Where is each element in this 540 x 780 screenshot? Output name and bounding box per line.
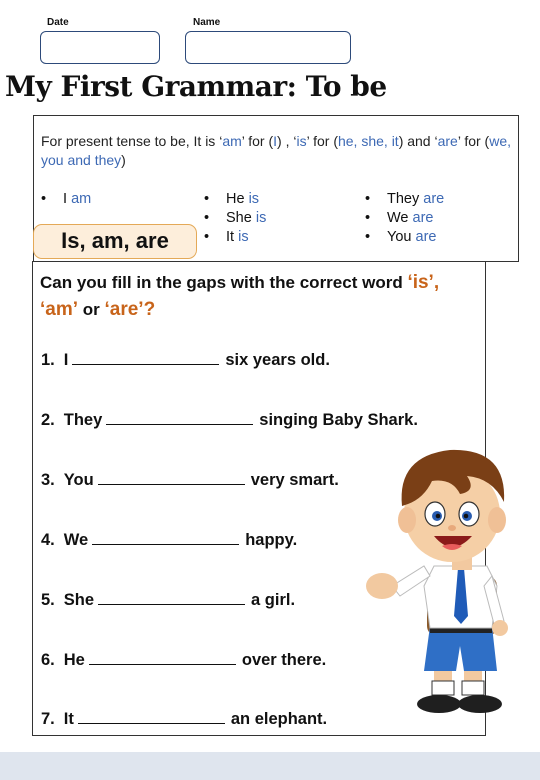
answer-blank[interactable] — [98, 590, 245, 605]
intro-segment: ) — [121, 152, 126, 168]
conjugation-item — [204, 209, 266, 228]
exercise-item — [41, 650, 326, 670]
bullet-icon: • — [365, 191, 371, 207]
question-or: or — [78, 300, 105, 319]
question-start: Can you fill in the gaps with the correct word — [40, 273, 408, 292]
item-rest: happy. — [245, 531, 298, 549]
item-subject: She — [63, 591, 95, 609]
bullet-icon: • — [365, 229, 371, 245]
bullet-icon: • — [41, 191, 47, 207]
item-subject: They — [63, 411, 103, 429]
bullet-icon: • — [204, 229, 210, 245]
bullet-icon: • — [204, 210, 210, 226]
verb: am — [71, 191, 92, 207]
bullet-icon: • — [204, 191, 210, 207]
verb: are — [415, 229, 437, 245]
item-subject: We — [63, 531, 89, 549]
footer-strip — [0, 752, 540, 780]
item-number: 4. — [41, 531, 55, 549]
intro-segment: ) and ‘ — [398, 133, 438, 149]
intro-segment: are — [437, 133, 458, 149]
pronoun: It — [226, 229, 235, 245]
answer-blank[interactable] — [72, 350, 219, 365]
conjugation-item — [365, 228, 444, 247]
item-rest: singing Baby Shark. — [259, 411, 418, 429]
pronoun: You — [387, 229, 412, 245]
verb: is — [248, 191, 260, 207]
pronoun: We — [387, 210, 409, 226]
intro-segment: am — [222, 133, 242, 149]
intro-text — [41, 132, 511, 170]
intro-segment: ’ for ( — [457, 133, 490, 149]
intro-segment: we, you and they — [41, 133, 512, 168]
item-rest: six years old. — [225, 351, 330, 369]
conjugation-item — [365, 209, 444, 228]
pronoun: He — [226, 191, 245, 207]
cartoon-boy-illustration — [352, 436, 527, 721]
intro-segment: For present tense to be, It is ‘ — [41, 133, 223, 149]
item-subject: I — [63, 351, 69, 369]
exercise-item — [41, 410, 418, 430]
intro-segment: he, she, it — [337, 133, 399, 149]
column-they-we-you — [365, 190, 444, 247]
item-rest: very smart. — [250, 471, 339, 489]
item-number: 6. — [41, 651, 55, 669]
item-rest: over there. — [241, 651, 327, 669]
conjugation-item — [204, 228, 266, 247]
column-he-she-it — [204, 190, 266, 247]
conjugation-item — [365, 190, 444, 209]
exercise-item — [41, 470, 339, 490]
answer-blank[interactable] — [89, 650, 236, 665]
item-rest: an elephant. — [230, 710, 328, 728]
verb: are — [412, 210, 434, 226]
date-field[interactable] — [40, 31, 160, 64]
answer-blank[interactable] — [92, 530, 239, 545]
date-label: Date — [47, 17, 69, 28]
item-subject: You — [63, 471, 94, 489]
exercise-item — [41, 530, 297, 550]
word-is: ‘is’, — [407, 272, 440, 293]
intro-segment: ’ for ( — [306, 133, 338, 149]
name-field[interactable] — [185, 31, 351, 64]
answer-blank[interactable] — [106, 410, 253, 425]
word-are: ‘are’? — [104, 299, 156, 320]
conjugation-item — [204, 190, 266, 209]
verb: are — [423, 191, 445, 207]
item-subject: He — [63, 651, 85, 669]
exercise-item — [41, 590, 295, 610]
pronoun: She — [226, 210, 252, 226]
pronoun: They — [387, 191, 420, 207]
exercise-item — [41, 350, 330, 370]
item-subject: It — [63, 710, 74, 728]
bullet-icon: • — [365, 210, 371, 226]
exercise-item — [41, 709, 327, 729]
answer-blank[interactable] — [98, 470, 245, 485]
verb: is — [238, 229, 249, 245]
intro-segment: ’ for ( — [241, 133, 274, 149]
item-rest: a girl. — [251, 591, 296, 609]
item-number: 5. — [41, 591, 55, 609]
verb: is — [255, 210, 267, 226]
item-number: 2. — [41, 411, 55, 429]
answer-blank[interactable] — [78, 709, 225, 724]
column-i — [41, 190, 91, 209]
page-title: My First Grammar: To be — [5, 70, 387, 103]
intro-segment: is — [296, 133, 307, 149]
intro-segment: I — [273, 133, 278, 149]
question-text — [40, 269, 480, 323]
intro-segment: ) , ‘ — [277, 133, 297, 149]
is-am-are-badge: Is, am, are — [33, 224, 197, 259]
word-am: ‘am’ — [40, 299, 79, 320]
item-number: 7. — [41, 710, 55, 728]
item-number: 1. — [41, 351, 55, 369]
pronoun: I — [63, 191, 68, 207]
name-label: Name — [193, 17, 221, 28]
item-number: 3. — [41, 471, 55, 489]
conjugation-item — [41, 190, 91, 209]
